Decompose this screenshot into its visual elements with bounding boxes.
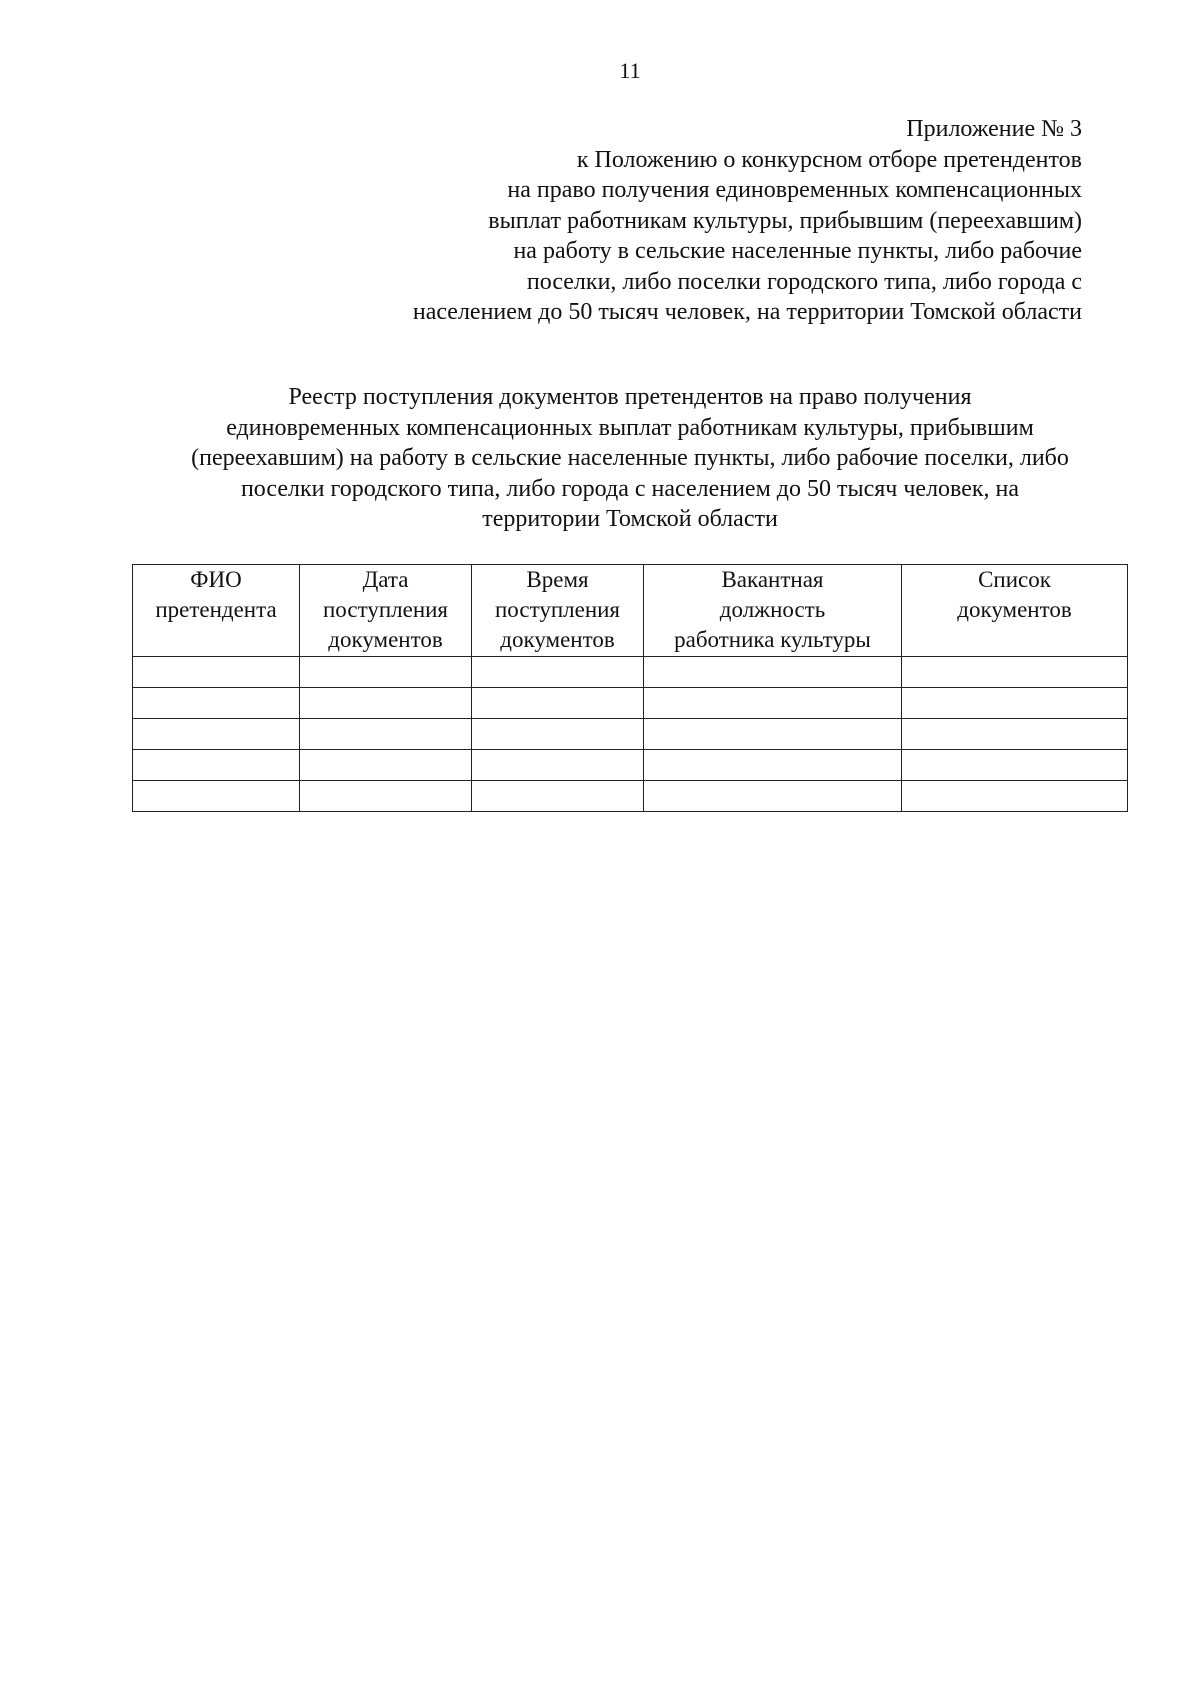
table-cell — [644, 781, 902, 812]
appendix-line: выплат работникам культуры, прибывшим (переехавшим) — [488, 207, 1082, 234]
table-cell — [133, 719, 300, 750]
table-header-row — [133, 565, 1128, 657]
table-row — [133, 781, 1128, 812]
column-header-line: поступления — [494, 597, 621, 622]
appendix-line: на право получения единовременных компенсационных — [507, 177, 1082, 203]
table-cell — [644, 657, 902, 688]
table-cell — [902, 688, 1128, 719]
registry-table — [132, 564, 1128, 812]
table-row — [133, 688, 1128, 719]
table-cell — [902, 719, 1128, 750]
column-header-line: Время — [526, 567, 589, 592]
column-header-line: документов — [328, 627, 443, 652]
column-header-line: Дата — [362, 567, 409, 592]
table-cell — [644, 750, 902, 781]
table-row — [133, 719, 1128, 750]
table-cell — [133, 688, 300, 719]
column-header-line: претендента — [155, 597, 277, 622]
column-header-line: ФИО — [190, 567, 242, 592]
table-cell — [902, 750, 1128, 781]
table-cell — [902, 657, 1128, 688]
column-header-line: Список — [978, 567, 1051, 592]
column-header-line: работника культуры — [674, 627, 871, 652]
table-row — [133, 657, 1128, 688]
registry-title-line: (переехавшим) на работу в сельские населенные пункты, либо рабочие поселки, либо — [191, 445, 1069, 471]
registry-title-line: территории Томской области — [482, 506, 778, 532]
appendix-line: на работу в сельские населенные пункты, либо рабочие — [513, 238, 1082, 264]
column-header-line: Вакантная — [721, 567, 824, 592]
appendix-line: населением до 50 тысяч человек, на территории Томской области — [412, 299, 1082, 325]
registry-title — [130, 382, 1130, 535]
table-cell — [644, 719, 902, 750]
table-cell — [300, 688, 472, 719]
table-cell — [644, 688, 902, 719]
table-cell — [133, 781, 300, 812]
column-header-document-list — [902, 565, 1128, 657]
column-header-receipt-date — [300, 565, 472, 657]
table-cell — [300, 657, 472, 688]
column-header-applicant-name — [133, 565, 300, 657]
appendix-header — [282, 114, 1082, 328]
table-row — [133, 750, 1128, 781]
table-cell — [902, 781, 1128, 812]
appendix-line: Приложение № 3 — [906, 116, 1082, 142]
table-cell — [472, 688, 644, 719]
table-cell — [472, 719, 644, 750]
table-cell — [133, 657, 300, 688]
appendix-line: поселки, либо поселки городского типа, либо города с — [526, 268, 1082, 295]
table-cell — [300, 719, 472, 750]
table-cell — [300, 781, 472, 812]
table-cell — [472, 781, 644, 812]
registry-title-line: единовременных компенсационных выплат работникам культуры, прибывшим — [226, 414, 1034, 441]
column-header-line: должность — [719, 597, 826, 622]
table-cell — [133, 750, 300, 781]
column-header-receipt-time — [472, 565, 644, 657]
registry-title-line: Реестр поступления документов претендентов на право получения — [288, 384, 972, 410]
column-header-line: документов — [957, 597, 1072, 622]
table-cell — [472, 750, 644, 781]
column-header-line: поступления — [322, 597, 449, 622]
table-cell — [300, 750, 472, 781]
appendix-line: к Положению о конкурсном отборе претендентов — [576, 146, 1082, 173]
column-header-vacant-position — [644, 565, 902, 657]
column-header-line: документов — [500, 627, 615, 652]
page-number: 11 — [619, 58, 641, 83]
registry-title-line: поселки городского типа, либо города с населением до 50 тысяч человек, на — [240, 475, 1020, 502]
table-cell — [472, 657, 644, 688]
